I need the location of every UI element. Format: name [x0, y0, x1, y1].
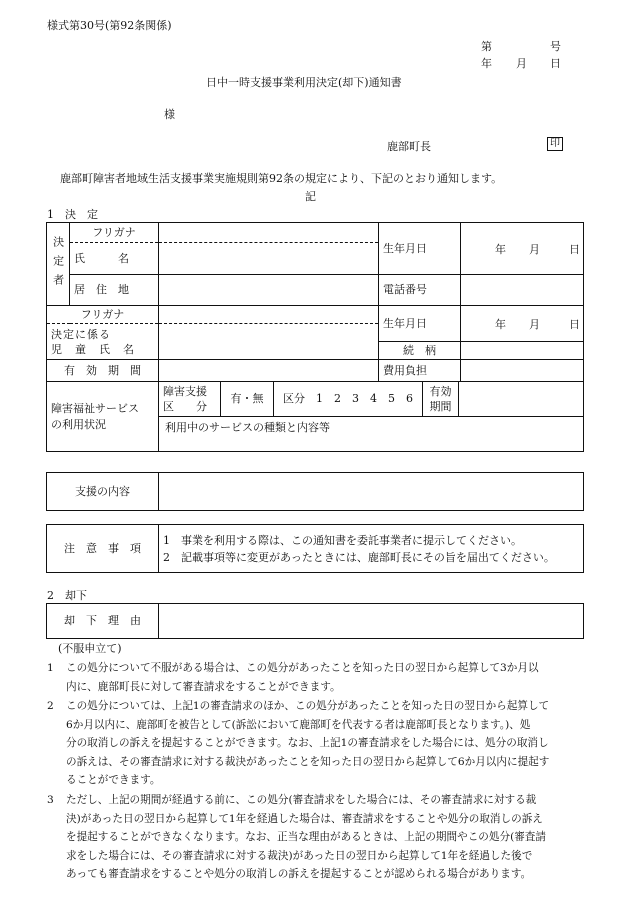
document-title: 日中一時支援事業利用決定(却下)通知書	[206, 76, 402, 89]
phone-field[interactable]	[461, 275, 584, 306]
note-2: 2 記載事項等に変更があったときには、鹿部町長にその旨を届出てください。	[163, 550, 555, 564]
issuer-mayor: 鹿部町長	[387, 140, 431, 153]
rejection-reason-field[interactable]	[159, 604, 584, 639]
note-1: 1 事業を利用する際は、この通知書を委託事業者に提示してください。	[163, 533, 522, 547]
category-selector[interactable]: 区分 1 2 3 4 5 6	[273, 382, 423, 416]
presence-selector[interactable]: 有・無	[221, 382, 274, 416]
furigana-label: フリガナ	[70, 223, 159, 243]
date-day: 日	[550, 57, 561, 70]
support-category-label: 障害支援 区 分	[159, 382, 221, 416]
relationship-label: 続 柄	[379, 342, 461, 360]
child-name-field[interactable]	[159, 324, 379, 360]
name-field[interactable]	[159, 243, 379, 275]
number-prefix: 第	[481, 40, 492, 53]
birthdate-label: 生年月日	[379, 223, 461, 275]
date-month: 月	[516, 57, 527, 70]
date-year: 年	[481, 57, 492, 70]
section1-heading: 1 決 定	[47, 208, 98, 221]
cost-burden-field[interactable]	[461, 360, 584, 382]
relationship-field[interactable]	[461, 342, 584, 360]
residence-field[interactable]	[159, 275, 379, 306]
appeal-item: 1 この処分について不服がある場合は、この処分があったことを知った日の翌日から起算して3か月以 内に、鹿部町長に対して審査請求をすることができます。	[47, 662, 539, 693]
notes-label: 注 意 事 項	[47, 525, 159, 573]
rejection-reason-label: 却 下 理 由	[47, 604, 159, 639]
residence-label: 居 住 地	[70, 275, 159, 306]
seal-mark: 印	[547, 137, 563, 151]
decision-person-label: 決定者	[47, 223, 70, 306]
ki-marker: 記	[305, 190, 316, 203]
phone-label: 電話番号	[379, 275, 461, 306]
intro-text: 鹿部町障害者地域生活支援事業実施規則第92条の規定により、下記のとおり通知します。	[60, 172, 503, 185]
service-usage-label: 障害福祉サービス の利用状況	[47, 382, 159, 452]
section2-heading: 2 却下	[47, 589, 87, 602]
support-contents-label: 支援の内容	[47, 473, 159, 511]
valid-period-subfield[interactable]	[459, 382, 583, 416]
birthdate-field[interactable]: 年 月 日	[461, 223, 584, 275]
child-name-label: 決定に係る 児 童 氏 名	[47, 324, 159, 360]
addressee-honorific: 様	[164, 108, 175, 121]
validity-period-field[interactable]	[159, 360, 379, 382]
child-furigana-field[interactable]	[159, 306, 379, 324]
appeal-item: 3 ただし、上記の期間が経過する前に、この処分(審査請求をした場合には、その審査請求に対する裁 決)があった日の翌日から起算して1年を経過した場合は、審査請求をすることや処分の取消しの訴え を提起することができなくなります。なお、正当な理由があるときは、上記の期間やこの処分(審査請 求をした場合には、その審査請求に対する裁決)があった日の翌日から起算して1年を経過した後で あっても審査請求をすることや処分の取消しの訴えを提起することが認められる場合があります。	[47, 794, 546, 881]
cost-burden-label: 費用負担	[379, 360, 461, 382]
validity-period-label: 有 効 期 間	[47, 360, 159, 382]
number-suffix: 号	[550, 40, 561, 53]
child-furigana-label: フリガナ	[47, 306, 159, 324]
furigana-field[interactable]	[159, 223, 379, 243]
form-number: 様式第30号(第92条関係)	[47, 19, 172, 32]
appeal-item: 2 この処分については、上記1の審査請求のほか、この処分があったことを知った日の翌日から起算して 6か月以内に、鹿部町を被告として(訴訟において鹿部町を代表する者は鹿部町長となります。)、処 分の取消しの訴えを提起することができます。なお、上記1の審査請求をした場合には、処分の取消し の訴えは、その審査請求に対する裁決があったことを知った日の翌日から起算して6か月以内に提起す ることができます。	[47, 700, 550, 787]
notes-table	[46, 524, 584, 573]
service-kind-field[interactable]: 利用中のサービスの種類と内容等	[165, 421, 330, 434]
child-birthdate-field[interactable]: 年 月 日	[461, 306, 584, 342]
support-contents-table	[46, 472, 584, 511]
support-contents-field[interactable]	[159, 473, 584, 511]
decision-table	[46, 222, 584, 452]
name-label: 氏 名	[70, 243, 159, 275]
appeal-heading: (不服申立て)	[58, 642, 122, 655]
service-usage-cell	[159, 382, 584, 452]
child-birthdate-label: 生年月日	[379, 306, 461, 342]
valid-period-sublabel: 有効 期間	[423, 382, 459, 416]
rejection-table	[46, 603, 584, 639]
notes-content	[159, 525, 584, 573]
